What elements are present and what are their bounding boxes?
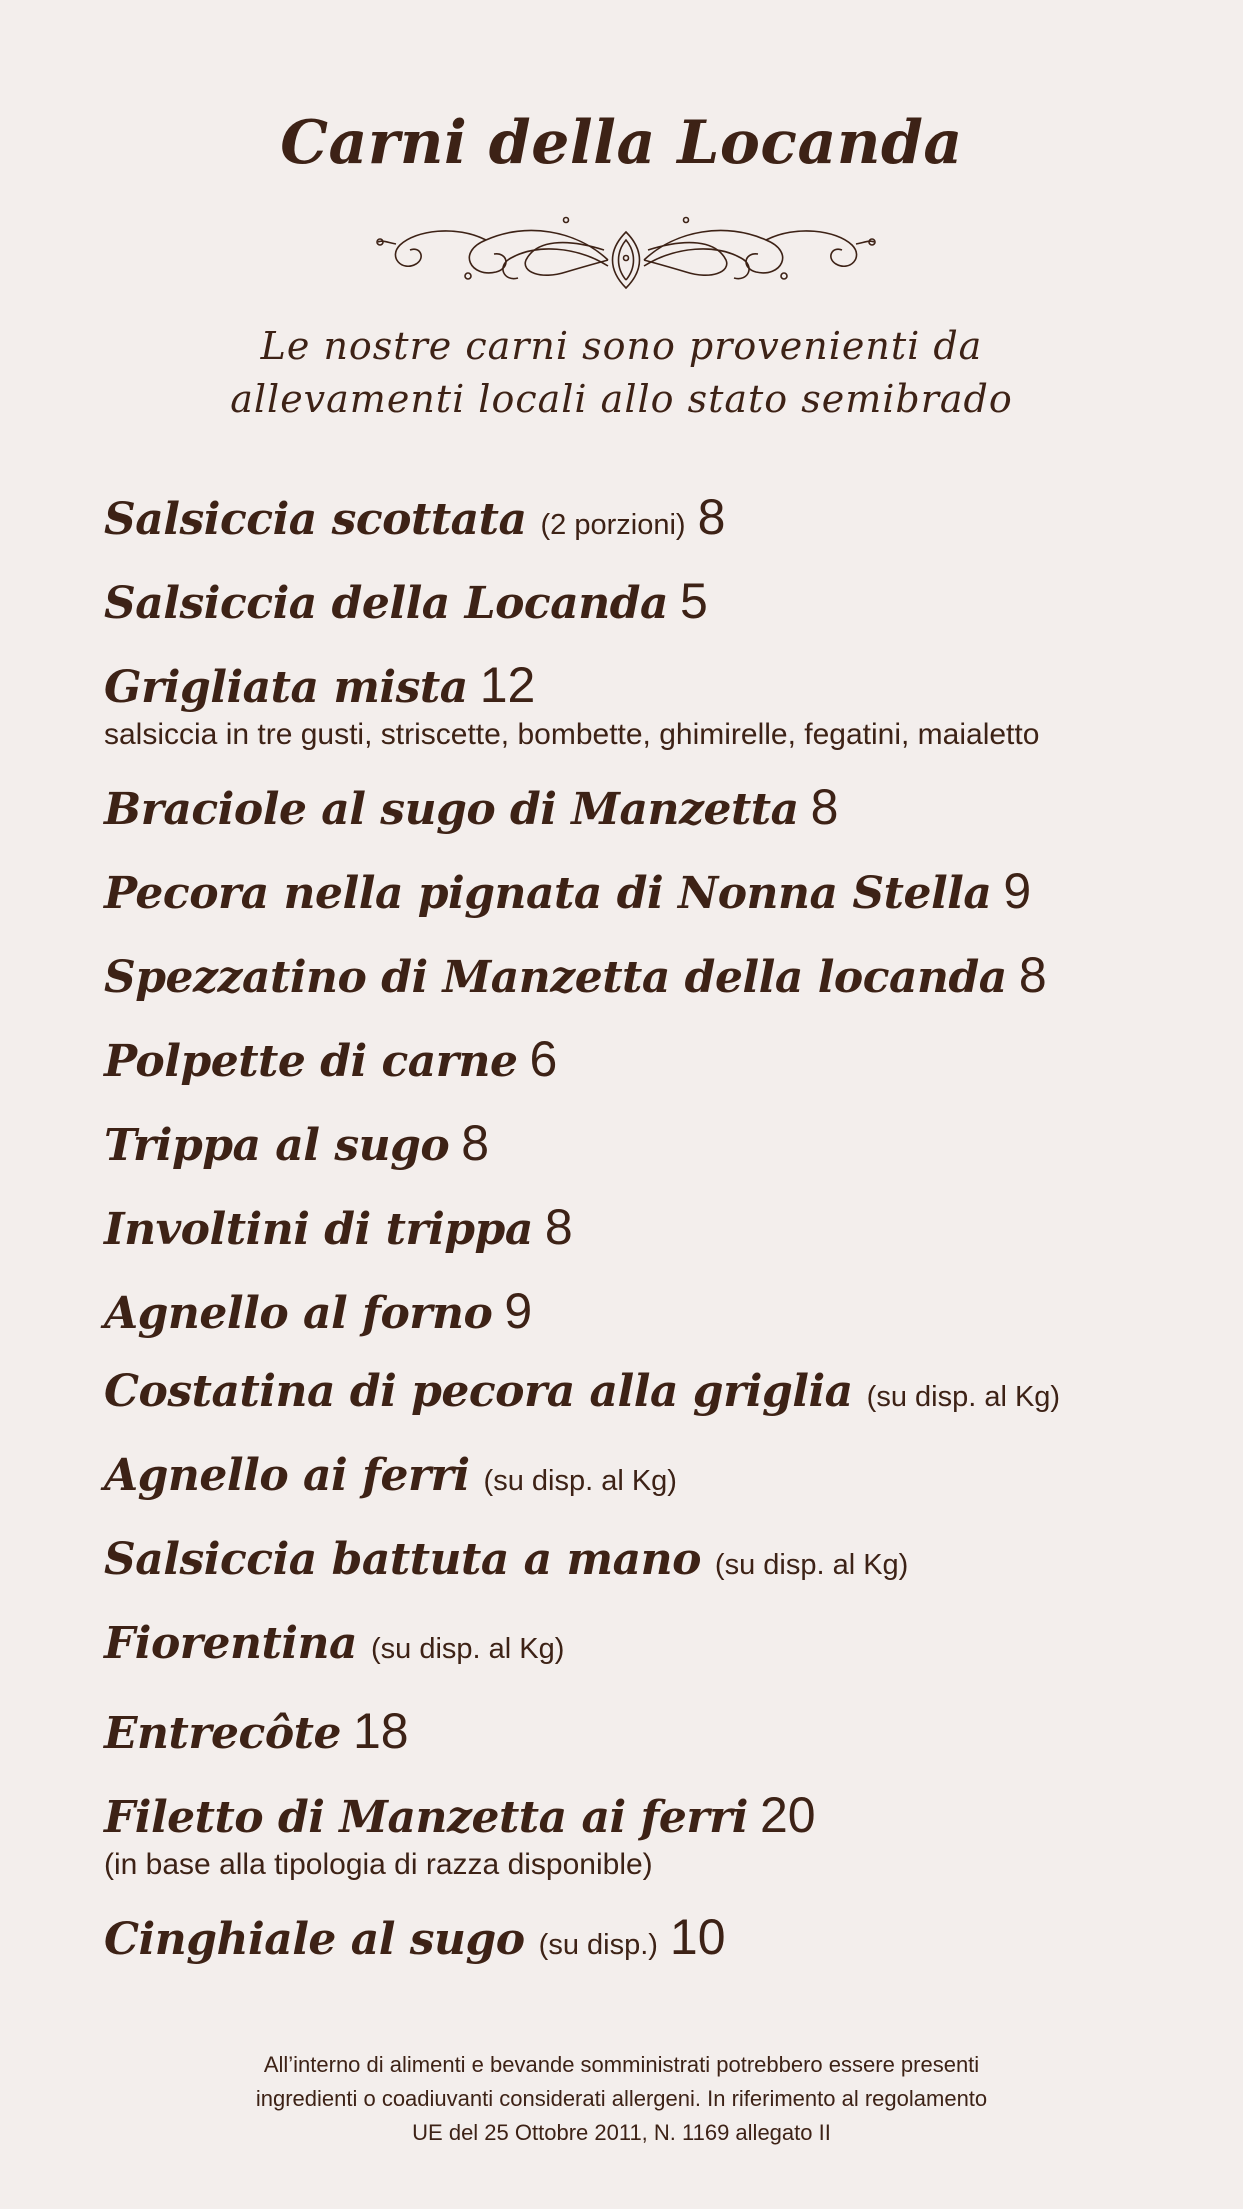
allergen-notice-line-2: ingredienti o coadiuvanti considerati allergeni. In riferimento al regolamento	[255, 2086, 988, 2111]
item-name: Polpette di carne	[104, 1036, 518, 1087]
item-note: (su disp. al Kg)	[483, 1465, 677, 1497]
item-name: Grigliata mista	[104, 662, 468, 713]
page-title: Carni della Locanda	[280, 108, 963, 178]
item-price: 8	[461, 1115, 490, 1171]
subtitle-line-2: allevamenti locali allo stato semibrado	[230, 377, 1013, 421]
menu-item	[104, 572, 1184, 656]
menu-item	[104, 1366, 1184, 1450]
allergen-notice-line-3: UE del 25 Ottobre 2011, N. 1169 allegato II	[412, 2120, 831, 2145]
item-name: Spezzatino di Manzetta della locanda	[104, 952, 1007, 1003]
menu-item	[104, 1282, 1184, 1366]
menu-item	[104, 946, 1184, 1030]
item-price: 8	[697, 489, 726, 545]
page-subtitle	[0, 320, 1243, 426]
item-price: 8	[810, 779, 839, 835]
menu-list	[104, 488, 1184, 1992]
item-price: 9	[504, 1283, 533, 1339]
item-price: 18	[352, 1703, 409, 1759]
item-price: 20	[759, 1787, 816, 1843]
menu-item	[104, 1198, 1184, 1282]
allergen-notice	[130, 2048, 1113, 2150]
item-price: 12	[479, 657, 536, 713]
item-note: (su disp. al Kg)	[714, 1549, 909, 1581]
item-name: Filetto di Manzetta ai ferri	[104, 1792, 748, 1843]
item-name: Salsiccia scottata	[104, 494, 527, 545]
menu-item	[104, 1534, 1184, 1618]
item-name: Entrecôte	[104, 1708, 341, 1759]
allergen-notice-line-1: All’interno di alimenti e bevande somministrati potrebbero essere presenti	[263, 2052, 980, 2077]
menu-item	[104, 1114, 1184, 1198]
item-note: (su disp. al Kg)	[866, 1381, 1061, 1413]
item-price: 6	[529, 1031, 558, 1087]
item-name: Cinghiale al sugo	[104, 1914, 525, 1965]
item-note: (su disp. al Kg)	[371, 1633, 565, 1665]
menu-item	[104, 656, 1184, 778]
menu-item	[104, 488, 1184, 572]
menu-item	[104, 1450, 1184, 1534]
subtitle-line-1: Le nostre carni sono provenienti da	[260, 324, 983, 368]
item-name: Trippa al sugo	[104, 1120, 450, 1171]
item-name: Agnello ai ferri	[104, 1450, 470, 1501]
item-name: Involtini di trippa	[104, 1204, 533, 1255]
menu-item	[104, 1618, 1184, 1702]
menu-item	[104, 778, 1184, 862]
item-price: 8	[544, 1199, 573, 1255]
menu-item	[104, 1908, 1184, 1992]
item-name: Braciole al sugo di Manzetta	[104, 784, 799, 835]
menu-item	[104, 1786, 1184, 1908]
item-name: Agnello al forno	[104, 1288, 493, 1339]
item-description: (in base alla tipologia di razza disponible)	[104, 1848, 653, 1881]
menu-item	[104, 1030, 1184, 1114]
item-price: 5	[679, 573, 708, 629]
item-price: 10	[669, 1909, 726, 1965]
menu-item	[104, 1702, 1184, 1786]
item-note: (2 porzioni)	[540, 509, 686, 541]
item-name: Fiorentina	[104, 1618, 358, 1669]
item-name: Pecora nella pignata di Nonna Stella	[104, 868, 992, 919]
item-price: 8	[1018, 947, 1047, 1003]
item-description: salsiccia in tre gusti, striscette, bombette, ghimirelle, fegatini, maialetto	[104, 718, 1040, 751]
menu-item	[104, 862, 1184, 946]
item-name: Salsiccia della Locanda	[104, 578, 668, 629]
item-name: Salsiccia battuta a mano	[104, 1534, 701, 1585]
item-note: (su disp.)	[538, 1929, 658, 1961]
flourish-divider-icon	[376, 200, 876, 300]
item-price: 9	[1003, 863, 1032, 919]
item-name: Costatina di pecora alla griglia	[104, 1366, 853, 1417]
